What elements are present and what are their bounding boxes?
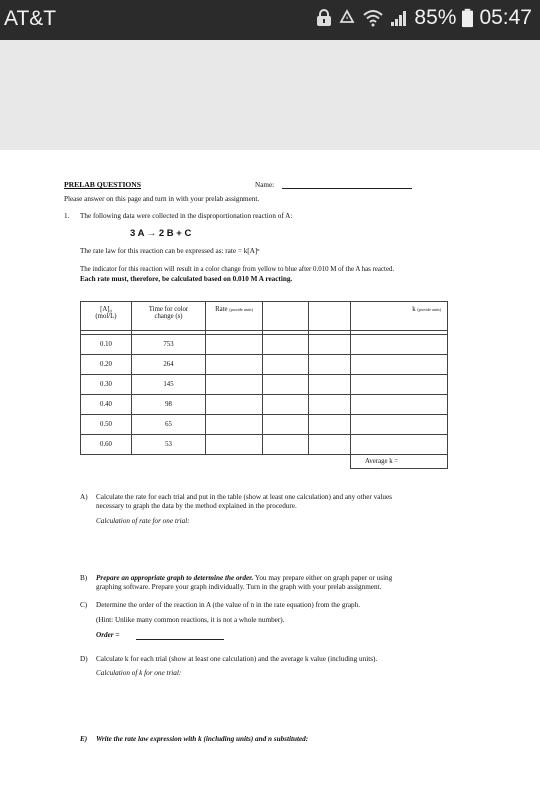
cell-blank[interactable] [309,375,351,395]
cell-rate[interactable] [206,415,263,435]
cell-time: 53 [132,435,206,455]
heading: PRELAB QUESTIONS [64,180,142,189]
cell-blank[interactable] [309,355,351,375]
qc-text: Determine the order of the reaction in A (the value of n in the rate equation) from the graph. [96,601,361,609]
battery-percent: 85% [414,6,457,29]
cell-rate[interactable] [206,355,263,375]
cell-blank[interactable] [263,355,309,375]
average-k-label[interactable]: Average k = [351,455,448,469]
q1-number: 1. [64,212,70,220]
cell-rate[interactable] [206,395,263,415]
recycle-icon [338,9,356,27]
qc-hint: (Hint: Unlike many common reactions, it is not a whole number). [96,616,285,624]
status-bar [0,0,540,40]
battery-icon [462,8,473,28]
indicator-text: The indicator for this reaction will result in a color change from yellow to blue after 0.010 M of the A has reacted. [80,266,395,273]
table-header-row [81,302,448,331]
qa-text-2: necessary to graph the data by the method explained in the procedure. [96,502,297,510]
cell-rate[interactable] [206,435,263,455]
status-icons [316,6,532,30]
instructions: Please answer on this page and turn in with your prelab assignment. [64,195,260,203]
qa-letter: A) [80,493,88,501]
cell-k[interactable] [351,395,448,415]
table-row [81,415,448,435]
cell-rate[interactable] [206,335,263,355]
cell-blank[interactable] [309,395,351,415]
cell-blank[interactable] [263,395,309,415]
cell-k[interactable] [351,355,448,375]
cell-conc: 0.50 [81,415,132,435]
qc-order-label: Order = [96,631,120,639]
cell-time: 98 [132,395,206,415]
cell-time: 753 [132,335,206,355]
cell-conc: 0.10 [81,335,132,355]
header-time: Time for color change (s) [132,302,206,331]
qd-letter: D) [80,655,88,663]
header-blank-1 [263,302,309,331]
name-line[interactable] [282,188,412,189]
cell-blank[interactable] [263,435,309,455]
viewer-toolbar-area [0,40,540,150]
table-row [81,355,448,375]
svg-text:ª: ª [346,17,349,23]
lock-icon [316,9,332,27]
data-table [80,301,448,469]
carrier-name: AT&T [4,7,57,30]
table-row [81,335,448,355]
document-page[interactable] [0,150,540,789]
clock-time: 05:47 [479,6,532,29]
qe-text: Write the rate law expression with k (including units) and n substituted: [96,735,309,743]
name-label: Name: [255,181,275,189]
q1-text: The following data were collected in the disproportionation reaction of A: [80,212,293,220]
qd-calc: Calculation of k for one trial: [96,669,182,677]
cell-blank[interactable] [309,415,351,435]
cell-conc: 0.30 [81,375,132,395]
qe-letter: E) [80,735,88,743]
cell-blank[interactable] [263,375,309,395]
cell-conc: 0.20 [81,355,132,375]
qb-letter: B) [80,574,88,582]
qb-text-2: graphing software. Prepare your graph individually. Turn in the graph with your prelab assignment. [96,583,382,591]
cell-conc: 0.40 [81,395,132,415]
cell-k[interactable] [351,415,448,435]
rate-law-text: The rate law for this reaction can be expressed as: rate = k[A]ⁿ [80,247,260,255]
cell-time: 65 [132,415,206,435]
qa-text-1: Calculate the rate for each trial and put in the table (show at least one calculation) and any other values [96,493,392,501]
qb-text-1: Prepare an appropriate graph to determine the order. You may prepare either on graph paper or using [96,574,393,582]
qd-text: Calculate k for each trial (show at least one calculation) and the average k value (including units). [96,655,378,663]
signal-icon [390,9,408,27]
table-row [81,395,448,415]
qc-letter: C) [80,601,88,609]
cell-blank[interactable] [309,335,351,355]
header-rate: Rate (provide units) [206,302,263,331]
table-row [81,435,448,455]
cell-blank[interactable] [263,335,309,355]
cell-conc: 0.60 [81,435,132,455]
cell-k[interactable] [351,375,448,395]
cell-blank[interactable] [263,415,309,435]
table-row [81,375,448,395]
cell-k[interactable] [351,435,448,455]
wifi-icon [362,9,384,27]
table-average-row [81,455,448,469]
order-answer-line[interactable] [136,639,224,640]
cell-rate[interactable] [206,375,263,395]
cell-blank[interactable] [309,435,351,455]
indicator-bold: Each rate must, therefore, be calculated based on 0.010 M A reacting. [80,275,293,283]
cell-time: 264 [132,355,206,375]
header-concentration: [A]₀ (mol/L) [81,302,132,331]
reaction-equation: 3 A → 2 B + C [130,228,192,239]
cell-k[interactable] [351,335,448,355]
cell-time: 145 [132,375,206,395]
header-blank-2 [309,302,351,331]
header-k: k (provide units) [351,302,448,331]
qa-calc: Calculation of rate for one trial: [96,517,190,525]
